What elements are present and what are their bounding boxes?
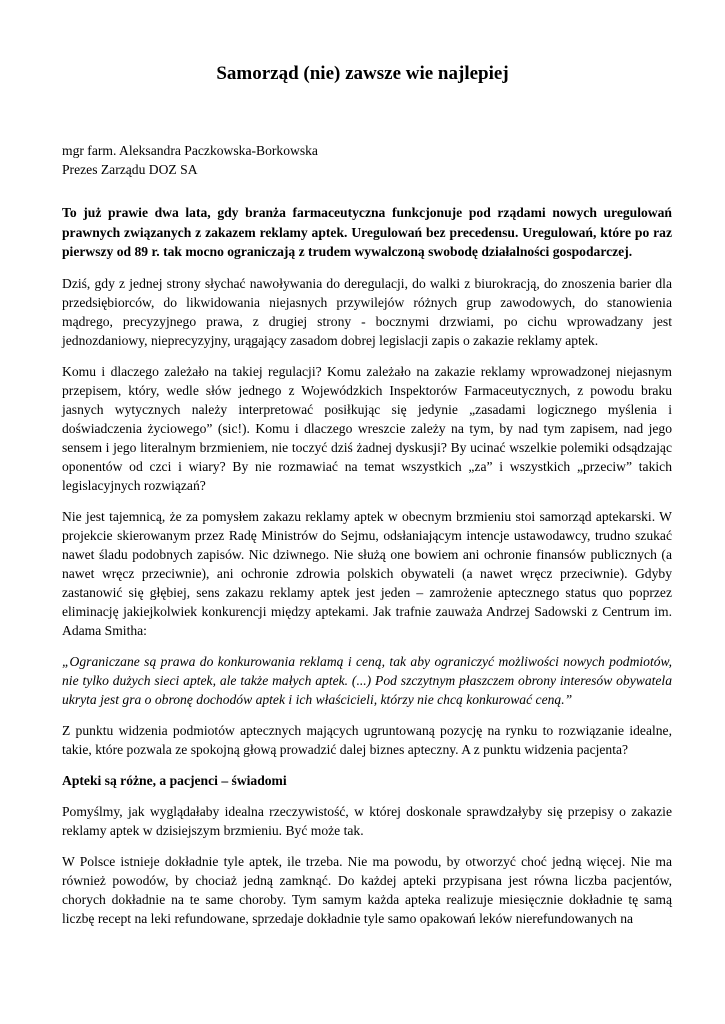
section-paragraph-1: Pomyślmy, jak wyglądałaby idealna rzeczywistość, w której doskonale sprawdzałyby się przepisy o zakazie reklamy aptek w dzisiejszym brzmieniu. Być może tak. — [62, 803, 672, 838]
paragraph-3: Nie jest tajemnicą, że za pomysłem zakazu reklamy aptek w obecnym brzmieniu stoi samorząd aptekarski. W projekcie skierowanym przez Radę Ministrów do Sejmu, odsłaniającym intencje ustawodawcy, trudno szukać nawet śladu podobnych zapisów. Nic dziwnego. Nie służą one bowiem ani ochronie finansów publicznych (a nawet wręcz przeciwnie), ani ochronie zdrowia polskich obywateli (a nawet wręcz przeciwnie). Gdyby zastanowić się głębiej, sens zakazu reklamy aptek jest jeden – zamrożenie aptecznego status quo poprzez eliminację jakiejkolwiek konkurencji między aptekami. Jak trafnie zauważa Andrzej Sadowski z Centrum im. Adama Smitha: — [62, 508, 672, 638]
author-role: Prezes Zarządu DOZ SA — [62, 162, 198, 177]
article-body — [62, 203, 672, 940]
paragraph-after-quote: Z punktu widzenia podmiotów aptecznych mających ugruntowaną pozycję na rynku to rozwiązanie idealne, takie, które pozwala ze spokojną głową prowadzić dalej biznes apteczny. A z punktu widzenia pacjenta? — [62, 722, 672, 757]
block-quote: „Ograniczane są prawa do konkurowania reklamą i ceną, tak aby ograniczyć możliwości nowych podmiotów, nie tylko dużych sieci aptek, ale także małych aptek. (...) Pod szczytnym płaszczem obrony interesów obywatela ukryta jest gra o obronę dochodów aptek i ich właścicieli, którzy nie chcą konkurować ceną.” — [62, 653, 672, 707]
paragraph-1: Dziś, gdy z jednej strony słychać nawoływania do deregulacji, do walki z biurokracją, do znoszenia barier dla przedsiębiorców, do likwidowania niejasnych przywilejów różnych grup zawodowych, do stanowienia mądrego, precyzyjnego prawa, z drugiej strony - bocznymi drzwiami, po cichu wprowadzany jest jednozdaniowy, nieprecyzyjny, urągający zasadom dobrej legislacji zapis o zakazie reklamy aptek. — [62, 275, 672, 348]
page-title: Samorząd (nie) zawsze wie najlepiej — [216, 63, 509, 84]
lead-paragraph: To już prawie dwa lata, gdy branża farmaceutyczna funkcjonuje pod rządami nowych uregulowań prawnych związanych z zakazem reklamy aptek. Uregulowań bez precedensu. Uregulowań, które po raz pierwszy od 89 r. tak mocno ograniczają z trudem wywalczoną swobodę działalności gospodarczej. — [62, 205, 672, 259]
author-name: mgr farm. Aleksandra Paczkowska-Borkowska — [62, 143, 318, 158]
author-block — [62, 141, 662, 179]
paragraph-2: Komu i dlaczego zależało na takiej regulacji? Komu zależało na zakazie reklamy wprowadzonej niejasnym przepisem, który, wedle słów jednego z Wojewódzkich Inspektorów Farmaceutycznych, z powodu braku jasnych wytycznych należy interpretować posiłkując się jedynie „zasadami logicznego myślenia i doświadczenia życiowego” (sic!). Komu i dlaczego wreszcie zależy na tym, by nad tym zapisem, nad jego sensem i jego literalnym brzmieniem, nie toczyć dziś żadnej dyskusji? By ucinać wszelkie polemiki odsądzając oponentów od czci i wiary? By nie rozmawiać na temat wszystkich „za” i wszystkich „przeciw” takich legislacyjnych rozwiązań? — [62, 363, 672, 493]
section-heading: Apteki są różne, a pacjenci – świadomi — [62, 772, 287, 788]
section-paragraph-2: W Polsce istnieje dokładnie tyle aptek, ile trzeba. Nie ma powodu, by otworzyć choć jedną więcej. Nie ma również powodów, by chociaż jedną zamknąć. Do każdej apteki przypisana jest równa liczba pacjentów, chorych dokładnie na te same choroby. Tym samym każda apteka realizuje miesięcznie dokładnie tę samą liczbę recept na leki refundowane, sprzedaje dokładnie tyle samo opakowań leków nierefundowanych na — [62, 853, 672, 926]
